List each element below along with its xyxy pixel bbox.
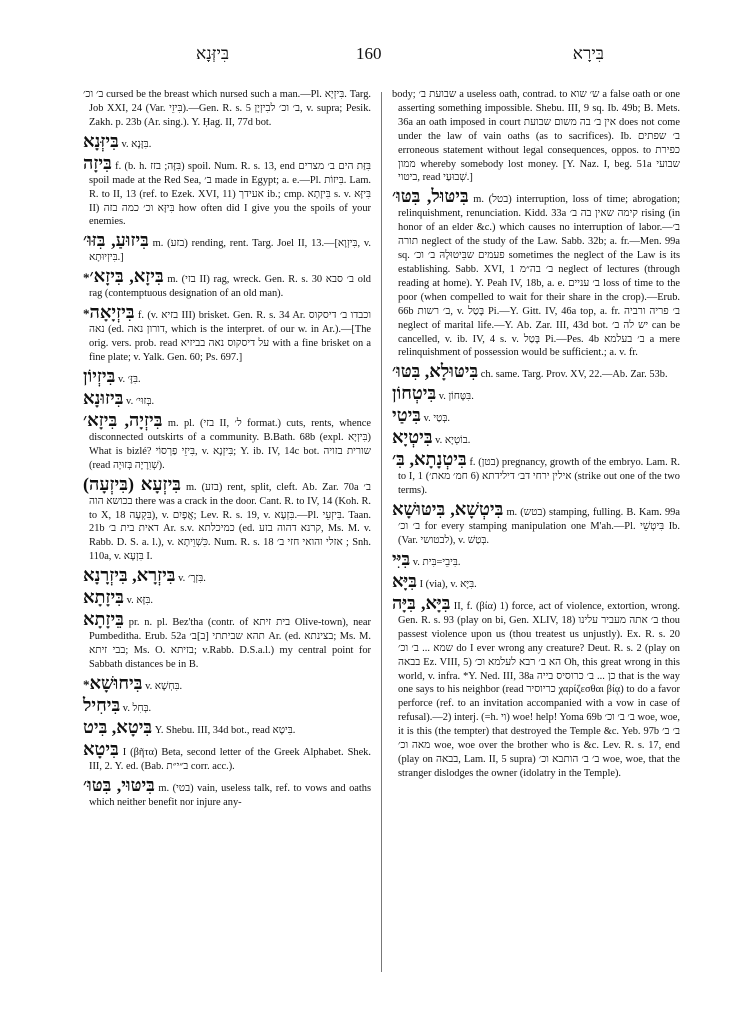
dictionary-entry — [83, 673, 371, 694]
entry-headword: בִּיחִיל — [83, 694, 121, 715]
dictionary-entry — [392, 571, 680, 592]
running-head-right: בִּירָא — [572, 44, 604, 63]
dictionary-entry — [83, 230, 371, 265]
entry-definition: v. בִּיבֵי=בִּית. — [412, 556, 461, 568]
entry-headword: בִּיטּוּי, בִּטּוּ׳ — [83, 774, 155, 795]
entry-headword: בִּיָּא, בִּיָּה — [392, 592, 451, 613]
entry-headword: בִּיזְיָאָה — [89, 302, 135, 323]
dictionary-entry — [83, 739, 371, 774]
entry-definition: body; שבועת ב׳ a useless oath, contrad. to ש׳ שוא a false oath or one asserting something impossible. Shebu. III, 9 sq. Ib. 49b; B. Mets. 36a an oath imposed in court אין ב׳ בה משום שבועת does not come under the law of vain oaths (as to sacrifices). Ib. ב׳ שפתים erroneous statement without legal consequences, oppos. to כפירת ממון whereby somebody lost money. [Y. Naz. I, beg. 51a שבועי ביטוי, read שְׁבוּעַי.] — [392, 89, 680, 184]
entry-headword: בִּיזוּנָא — [83, 387, 124, 408]
entry-definition: v. בִּזָּא. — [126, 595, 154, 607]
page-number: 160 — [356, 44, 382, 63]
entry-headword: בִּיטּוּל, בִּטּוּ׳ — [392, 186, 469, 207]
dictionary-entry — [83, 88, 371, 130]
entry-headword: בִּיטָא — [83, 738, 119, 759]
entry-definition: f. (בטן) pregnancy, growth of the embryo. Lam. R. to I, 1 אילין ירחי דב׳ דילידתא (6 חמ׳ מאת׳) (strike out one of the two terms). — [398, 457, 680, 497]
entry-headword: בִּיטְנָתָא, בִּ׳ — [392, 449, 467, 470]
right-column — [392, 88, 680, 782]
entry-definition: m. (בזע) rent, split, cleft. Ab. Zar. 70a ב׳ בכושא הוה there was a crack in the door. Cant. R. to IV, 14 (Koh. R. to X, 18 בִּקְעָה), v. אֲפָיִם; Lev. R. s. 19, v. בִּזְעָא.—Pl. בִּיזְעֵי. Taan. 21b דאית בית ב׳ Ar. s.v. כמיכלתא (ed. קרנא דהוה בזע, Ms. M. v. Rabb. D. S. a. l.), v. כִּשְׁוֵיתָא. Num. R. s. 18 אזלי והואי חזי ב׳ ; Snh. 110a, v. בִּזְעָא I. — [89, 481, 372, 563]
entry-definition: m. (בזי II) rag, wreck. Gen. R. s. 30 ב׳ סבא old rag (contemptuous designation of an old man). — [89, 274, 371, 300]
entry-headword: בִּיזָה — [83, 152, 112, 173]
entry-headword: בִּיטָא, בִּיט — [83, 716, 153, 737]
dictionary-entry — [392, 405, 680, 426]
entry-headword: בִּיזְיוֹן — [83, 365, 116, 386]
entry-definition: m. (בטל) interruption, loss of time; abrogation; relinquishment, renunciation. Kidd. 33a קימה שאין בה ב׳ rising (in honor of an elder &c.) which causes no interruption of labor.—ב׳ תורה neglect of the study of the Law. Sabb. 32b; a. fr.—Men. 99a sq. פעמים שבִּיטוּלָהּ ב׳ וכ׳ sometimes the neglect of the Law is its establishing. Sabb. XVI, 1 ב׳ בה״מ neglect of lectures (through reading at home). Y. Peah IV, 18b, a. e. ב׳ עניים loss of time to the poor (when compelled to wait for their share in the crop).—Erub. 66b ב׳ רשות, v. בָּטַל Pi.—Y. Gitt. IV, 46a top, a. fr. ב׳ פריה ורביה neglect of marital life.—Y. Ab. Zar. III, 43d bot. יש לה ב׳ can be cancelled, v. ib. IV, 4 s. v. בָּטַל Pi.—Pes. 4b ב׳ בעלמא a mere relinquishment of possession would be sufficient.; a. v. fr. — [398, 194, 681, 359]
entry-headword: בִּיטּוּלָא, בִּטּוּ׳ — [392, 361, 479, 382]
left-column — [83, 88, 371, 811]
dictionary-entry — [83, 775, 371, 810]
dictionary-entry — [392, 383, 680, 404]
entry-definition: m. (בטי) vain, useless talk, ref. to vows and oaths which neither benefit nor injure any- — [89, 782, 372, 808]
entry-star-mark: * — [83, 306, 90, 322]
entry-definition: II, f. (βία) 1) force, act of violence, extortion, wrong. Gen. R. s. 93 (play on bi, Gen. XLIV, 18) ב׳ אתה מעביר עלינו thou passest violence upon us (thou treatest us unjustly). Ex. R. s. 20 שמא ... ב׳ וכ׳ do I ever wrong any creature? Deut. R. s. 2 (play on בבאה Ez. VIII, 5) הא ב׳ רבא לעלמא וכ׳ Oh, this great wrong in this world, v. infra. *Y. Ned. III, 38a כן ... ב׳ כרוסיס בייה that is the way one says to his neighbor (read כריוסיר χαρίζεσθαι βίᾳ) to do a favor perforce (ref. to an invitation accompanied with a vow in case of refusal).—2) interj. (=h. וי) woe! help! Yoma 69b ב׳ ב׳ וכ׳ woe, woe, it is this (the tempter) that destroyed the Temple &c. Yeb. 97b ב׳ ב׳ מאה וכ׳ woe, woe over the brother who is &c. Lev. R. s. 17, end (play on בבאה, Lam. II, 5 supra) ב׳ ב׳ הותבא וכ׳ woe, woe, that the stranger dislodges the owner (idolatry in the Temple). — [398, 600, 681, 779]
entry-definition: f. (b. h. בִּזָּה; בזז) spoil. Num. R. s. 13, end בִּזַּת הים ב׳ מצרים spoil made at the Red Sea, ב׳ made in Egypt; a. e.—Pl. בִּיזוֹת. Lam. R. to II, 13 (ref. to Ezek. XVI, 11) אעידך ib.; cmp. בִּיזָתָא s. v. בִּיזָּא II) בִּיזָּא וכ׳ כמה בזה how often did I give you the spoils of your enemies. — [89, 160, 372, 228]
entry-headword: בִּיטְחוֹן — [392, 383, 437, 404]
dictionary-entry — [83, 302, 371, 365]
dictionary-entry — [83, 609, 371, 672]
entry-definition: v. בְּחִל. — [122, 702, 152, 714]
entry-headword: בִּיזְּנָא — [83, 130, 119, 151]
entry-star-mark: * — [83, 676, 90, 692]
dictionary-entry — [83, 266, 371, 301]
entry-definition: v. בוֹטְיָא. — [435, 435, 471, 447]
entry-definition: m. pl. (בזי II, ל׳ format.) cuts, rents, whence disconnected outskirts of a community. B.Bath. 68b (expl. בִּיזְיָא) What is bizlé? בִּיזֵי פַרְסוֹי, v. בִּיזְנָא; Y. ib. IV, 14c bot. שורית בזויה (read שְׁוִרָיָה בְּזוּיָה). — [89, 417, 371, 471]
dictionary-entry — [83, 410, 371, 473]
entry-definition: v. בִּחְשָׁא. — [145, 680, 183, 692]
entry-definition: v. בִּטָּחוֹן. — [438, 391, 474, 403]
entry-headword: בִּיטְשָׁא, בִּיטּוּשָׁא — [392, 499, 504, 520]
dictionary-entry — [83, 366, 371, 387]
column-divider — [381, 92, 382, 972]
dictionary-entry — [392, 427, 680, 448]
entry-headword: בִּיזְרָא, בִּיזְרָנָא — [83, 565, 176, 586]
dictionary-entry — [83, 153, 371, 230]
entry-star-mark: * — [83, 270, 90, 286]
entry-definition: v. בִּזָּ׳. — [117, 373, 141, 385]
dictionary-entry — [392, 549, 680, 570]
entry-definition: v. בִּזְרָ׳. — [178, 573, 206, 585]
dictionary-entry — [392, 361, 680, 382]
entry-headword: בִּיטְיָא — [392, 427, 433, 448]
entry-headword: בִּיזְיָה, בִּיזָא׳ — [83, 409, 163, 430]
dictionary-entry — [83, 695, 371, 716]
entry-definition: v. בְּזוּי׳. — [126, 395, 155, 407]
entry-headword: בִּיִּי — [392, 548, 411, 569]
page-header — [84, 44, 664, 70]
entry-definition: Y. Shebu. III, 34d bot., read בִּיטָא. — [154, 724, 296, 736]
entry-headword: בִּיזְעָא (בִּיזְעָה) — [83, 473, 181, 494]
dictionary-entry — [392, 593, 680, 781]
entry-definition: v. בִּזָּנָא. — [121, 138, 152, 150]
entry-definition: m. (בטש) stamping, fulling. B. Kam. 99a ב׳ וכ׳ for every stamping manipulation one M'ah.—Pl. בִּיטְשֵׁי Ib. (Var. לבטושי), v. בְּטַשׁ. — [398, 507, 680, 547]
entry-headword: בִּיָּא — [392, 570, 417, 591]
entry-definition: ב׳ וכ׳ cursed be the breast which nursed such a man.—Pl. בִּיזְיָא. Targ. Job XXI, 24 (Var. בִּיזֵי).—Gen. R. s. 5 ב׳ וכ׳ לבִיזְיָן, v. supra; Pesik. Zakh. p. 23b (Ar. sing.). Y. Ḥag. II, 77d bot. — [83, 89, 371, 128]
entry-definition: f. (v. בזיא III) brisket. Gen. R. s. 34 Ar. וכבדו ב׳ דיסקוס נאה (ed. דורון נאה, which is the interpret. of our w. in Ar.).—[The orig. vers. prob. read על דיסקוס נאה בביזיא with a fine brisket on a fine plate; v. Yalk. Gen. 60; Ps. 697.] — [89, 310, 372, 363]
dictionary-entry — [83, 388, 371, 409]
entry-definition: m. (בזע) rending, rent. Targ. Joel II, 13.—[בִּיזְוָא, v. בִּיזְיוּתָא.] — [89, 238, 371, 264]
entry-headword: בֵּיזָתָא — [83, 609, 124, 630]
entry-headword: בִּיזָא, בִּיזָא׳ — [89, 266, 164, 287]
entry-headword: בִּיזוּעַ, בִּזּוּ׳ — [83, 230, 149, 251]
dictionary-entry — [392, 88, 680, 185]
entry-definition: ch. same. Targ. Prov. XV, 22.—Ab. Zar. 53b. — [480, 369, 668, 381]
dictionary-entry — [392, 449, 680, 498]
dictionary-entry — [83, 717, 371, 738]
running-head-left: בִּיזְּנָא — [196, 44, 230, 63]
entry-headword: בִּיחוּשָׁא — [89, 672, 143, 693]
dictionary-entry — [392, 186, 680, 360]
dictionary-entry — [83, 474, 371, 565]
entry-headword: בִּיטַי — [392, 405, 421, 426]
entry-definition: I (βῆτα) Beta, second letter of the Greek Alphabet. Shek. III, 2. Y. ed. (Bab. ב״י״ת corr. acc.). — [89, 746, 371, 772]
dictionary-entry — [83, 131, 371, 152]
dictionary-entry — [83, 587, 371, 608]
entry-definition: I (via), v. בִּיָּא. — [419, 578, 477, 590]
entry-definition: v. בְּטַי. — [423, 413, 450, 425]
dictionary-entry — [392, 499, 680, 548]
dictionary-entry — [83, 565, 371, 586]
entry-definition: pr. n. pl. Bez'tha (contr. of בית זיתא Olive-town), near Pumbeditha. Erub. 52a תהא שביתתי [ב]ב׳ Ar. (ed. בצינתא; Ms. M. בבי זיתא; Ms. O. בזיתא; v.Rabb. D.S.a.l.) my central point for Sabbath distances be in B. — [89, 617, 371, 670]
entry-headword: בִּיזָתָא — [83, 587, 124, 608]
